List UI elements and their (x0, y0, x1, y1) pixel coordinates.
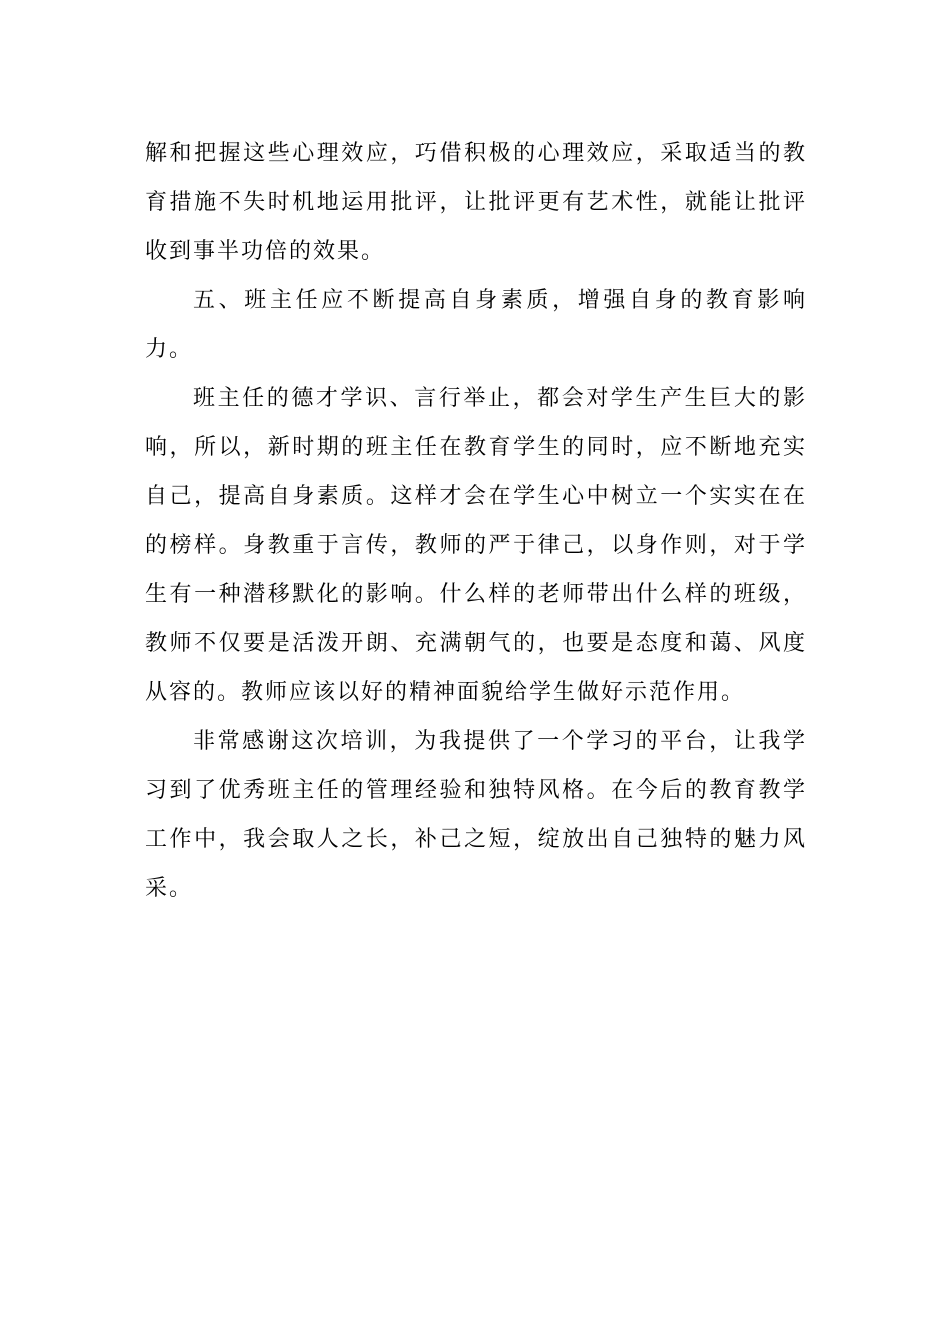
section-heading: 五、班主任应不断提高自身素质，增强自身的教育影响力。 (145, 288, 807, 362)
document-body (145, 129, 807, 913)
paragraph-teacher-quality: 班主任的德才学识、言行举止，都会对学生产生巨大的影响，所以，新时期的班主任在教育学生的同时，应不断地充实自己，提高自身素质。这样才会在学生心中树立一个实实在在的榜样。身教重于言传，教师的严于律己，以身作则，对于学生有一种潜移默化的影响。什么样的老师带出什么样的班级，教师不仅要是活泼开朗、充满朝气的，也要是态度和蔼、风度从容的。教师应该以好的精神面貌给学生做好示范作用。 (145, 386, 807, 705)
paragraph-conclusion: 非常感谢这次培训，为我提供了一个学习的平台，让我学习到了优秀班主任的管理经验和独特风格。在今后的教育教学工作中，我会取人之长，补己之短，绽放出自己独特的魅力风采。 (145, 729, 807, 901)
paragraph-continuation: 解和把握这些心理效应，巧借积极的心理效应，采取适当的教育措施不失时机地运用批评，让批评更有艺术性，就能让批评收到事半功倍的效果。 (145, 141, 807, 264)
